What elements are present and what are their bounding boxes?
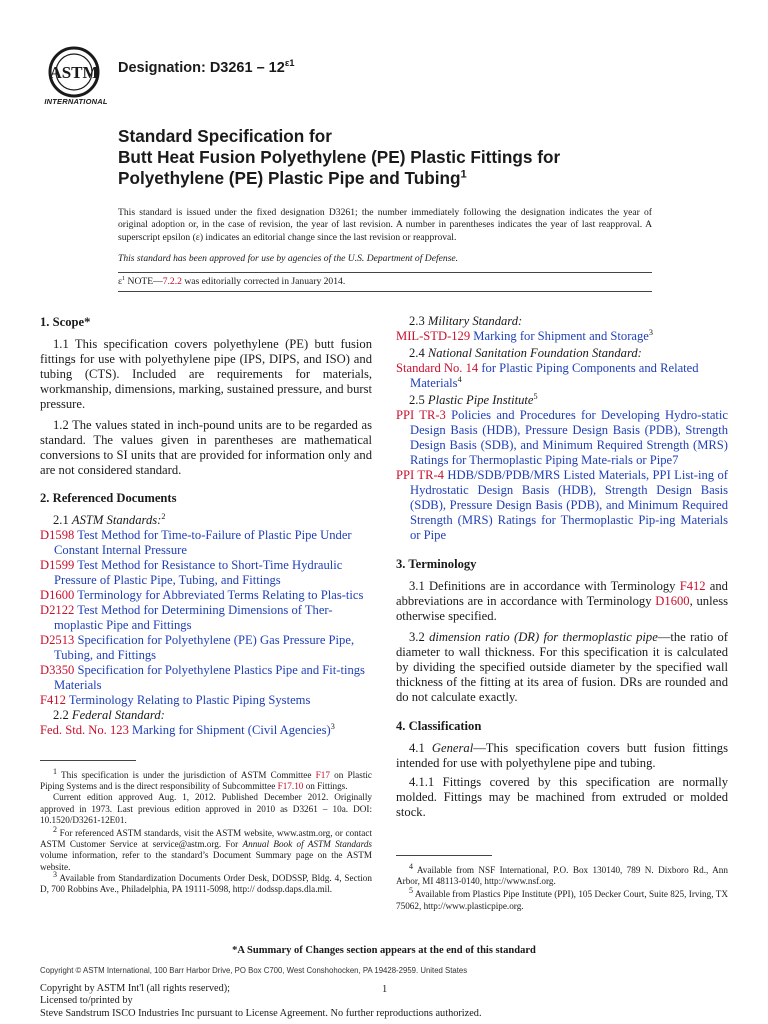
footnotes-left (40, 760, 372, 895)
ref-code[interactable]: MIL-STD-129 (396, 329, 471, 343)
fn2-sup: 2 (53, 824, 57, 834)
ref-code[interactable]: Standard No. 14 (396, 361, 479, 375)
logo-subtext: INTERNATIONAL (44, 97, 108, 106)
term-p1-b: and abbreviations are in accordance with Terminology (396, 579, 728, 608)
fn1-a: This specification is under the jurisdiction of ASTM Committee (57, 770, 316, 780)
fn1-link-f17[interactable]: F17 (315, 770, 330, 780)
ref-title[interactable]: HDB/SDB/PDB/MRS Listed Materials, PPI List-ing of Hydrostatic Design Basis (HDB), Strength Design Basis (SDB), Pressure Design Basis (PDB), and Minimum Required Strength (MRS) Ratings for Thermoplastic Pip-ing Materials or Pipe (410, 468, 728, 542)
fn1-link-f1710[interactable]: F17.10 (277, 781, 304, 792)
intro-rule-bottom (118, 291, 652, 292)
ref-title[interactable]: Test Method for Time-to-Failure of Plastic Pipe Under Constant Internal Pressure (54, 528, 352, 557)
term-link-d1600[interactable]: D1600 (655, 594, 690, 608)
ref-code[interactable]: D3350 (40, 663, 75, 677)
ref-title[interactable]: for Plastic Piping Components and Related Materials (410, 361, 699, 390)
designation-text: Designation: D3261 – 12 (118, 60, 285, 76)
ref-code[interactable]: D2122 (40, 603, 75, 617)
ref-ppi-tr4 (396, 468, 728, 543)
astm-standards-label (40, 513, 372, 528)
footnote-2 (40, 824, 372, 873)
ref-d1598 (40, 528, 372, 558)
military-standard-label (396, 314, 728, 329)
footnote-1 (40, 766, 373, 792)
scope-p1: 1.1 This specification covers polyethylene (PE) butt fusion fittings for use with polyethylene pipe (IPS, DIPS, and ISO) and tubing (CTS). Included are requirements for materials, workmanship, dimensions, marking, sustained pressure, and burst pressure. (40, 337, 372, 411)
term-p2-rest: —the ratio of diameter to wall thickness. For this specification it is calculated by dividing the specified outside diameter by the specified wall thickness of the fitting at its area of fusion. DRs are rounded and do not calculate exactly. (396, 630, 728, 704)
ref-title[interactable]: Test Method for Determining Dimensions of Ther-moplastic Pipe and Fittings (54, 603, 333, 632)
ref-code[interactable]: D1600 (40, 588, 75, 602)
ref-title[interactable]: Terminology Relating to Plastic Piping Systems (65, 693, 311, 707)
page-title (118, 126, 738, 189)
term-p2-num: 3.2 (409, 630, 430, 644)
ppi-num: 2.5 (409, 393, 428, 407)
title-line-3: Polyethylene (PE) Plastic Pipe and Tubing (118, 168, 461, 188)
terminology-p2 (396, 630, 728, 705)
ref-nsf-14 (396, 361, 728, 391)
fn1-c: on Fittings. (303, 781, 348, 792)
approved-statement: This standard has been approved for use by agencies of the U.S. Department of Defense. (118, 252, 459, 264)
ref-f412 (40, 693, 372, 708)
ref-title[interactable]: Specification for Polyethylene (PE) Gas Pressure Pipe, Tubing, and Fittings (54, 633, 355, 662)
federal-label: Federal Standard: (71, 708, 165, 722)
military-num: 2.3 (409, 314, 428, 328)
classification-p2: 4.1.1 Fittings covered by this specification are normally molded. Fittings may be machined from extruded or molded stock. (396, 775, 728, 819)
footnote-rule-right (396, 855, 492, 856)
note-label: NOTE— (125, 275, 163, 287)
editorial-note (118, 276, 652, 288)
ref-mil-std-129 (396, 329, 728, 344)
footnote-rule-left (40, 760, 136, 761)
ref-code[interactable]: PPI TR-4 (396, 468, 444, 482)
license-line-2: Licensed to/printed by (40, 995, 133, 1007)
ref-ppi-tr3 (396, 408, 728, 468)
terminology-p1 (396, 579, 728, 624)
military-sup: 3 (648, 327, 653, 337)
footnote-1-edition: Current edition approved Aug. 1, 2012. Published December 2012. Originally approved in 1973. Last previous edition approved in 2010 as D3261 – 10a. DOI: 10.1520/D3261-12E01. (40, 792, 372, 825)
ref-title[interactable]: Policies and Procedures for Developing Hydro-static Design Basis (HDB), Pressure Design Basis (PDB), Strength Design Basis (SDB), and Minimum Required Strength (MRS) Ratings for Thermoplastic Piping Mate-rials or Pipe7 (410, 408, 728, 467)
ref-d2513 (40, 633, 372, 663)
scope-p2: 1.2 The values stated in inch-pound units are to be regarded as standard. The values given in parentheses are mathematical conversions to SI units that are provided for information only and are not considered standard. (40, 418, 372, 477)
astm-label: ASTM Standards: (71, 513, 162, 527)
fn1-b: on Plastic Piping Systems and is the direct responsibility of Subcommittee (40, 770, 373, 792)
ref-code[interactable]: Fed. Std. No. 123 (40, 723, 129, 737)
note-rest: was editorially corrected in January 2014. (181, 275, 346, 287)
ref-d1600 (40, 588, 372, 603)
title-sup: 1 (460, 168, 467, 181)
license-line-3: Steve Sandstrum ISCO Industries Inc pursuant to License Agreement. No further reproductions authorized. (40, 1007, 482, 1019)
term-p1-c: , unless otherwise specified. (396, 594, 728, 623)
terminology-heading: 3. Terminology (396, 557, 477, 571)
license-block (40, 983, 482, 1020)
nsf-sup: 4 (457, 374, 462, 384)
intro-rule (118, 272, 652, 273)
footnote-5 (396, 886, 728, 911)
scope-heading: 1. Scope* (40, 315, 91, 329)
copyright-line: Copyright © ASTM International, 100 Barr Harbor Drive, PO Box C700, West Conshohocken, PA 19428-2959. United States (40, 966, 468, 975)
ref-fed-std-123 (40, 723, 372, 738)
logo-text: ASTM (49, 63, 99, 82)
fn1-sup: 1 (53, 766, 57, 776)
class-p1-rest: —This specification covers butt fusion fittings intended for use with polyethylene pipe and tubing. (396, 741, 729, 770)
license-line-1: Copyright by ASTM Int'l (all rights reserved); (40, 983, 231, 994)
classification-p1 (396, 741, 728, 771)
left-column (40, 315, 372, 738)
ref-d3350 (40, 663, 372, 693)
designation-sup: ε1 (284, 57, 295, 69)
summary-note: *A Summary of Changes section appears at the end of this standard (232, 945, 536, 956)
federal-standard-label (40, 708, 372, 723)
federal-sup: 3 (330, 721, 335, 731)
issued-statement: This standard is issued under the fixed designation D3261; the number immediately following the designation indicates the year of original adoption or, in the case of revision, the year of last revision. A number in parentheses indicates the year of last reapproval. A superscript epsilon (ε) indicates an editorial change since the last revision or reapproval. (118, 207, 652, 243)
ref-title[interactable]: Test Method for Resistance to Short-Time Hydraulic Pressure of Plastic Pipe, Tubing, and Fittings (54, 558, 343, 587)
note-link[interactable]: 7.2.2 (162, 275, 182, 287)
astm-sup: 2 (161, 511, 166, 521)
ppi-label-text: Plastic Pipe Institute (427, 393, 534, 407)
ref-code[interactable]: D2513 (40, 633, 75, 647)
title-line-1: Standard Specification for (118, 126, 332, 146)
refdocs-heading: 2. Referenced Documents (40, 491, 177, 505)
fn4-sup: 4 (409, 861, 413, 871)
title-line-2: Butt Heat Fusion Polyethylene (PE) Plastic Fittings for (118, 147, 561, 167)
nsf-standard-label (396, 346, 728, 361)
fn2-b: volume information, refer to the standard’s Document Summary page on the ASTM website. (40, 850, 372, 872)
nsf-label: National Sanitation Foundation Standard: (427, 346, 642, 360)
fn4-text: Available from NSF International, P.O. Box 130140, 789 N. Dixboro Rd., Ann Arbor, MI 48113-0140, http://www.nsf.org. (396, 865, 728, 887)
footnote-4 (396, 861, 728, 887)
ref-title[interactable]: Terminology for Abbreviated Terms Relating to Plas-tics (74, 588, 364, 602)
fn2-italic: Annual Book of ASTM Standards (242, 839, 372, 850)
ref-title[interactable]: Specification for Polyethylene Plastics Pipe and Fit-tings Materials (54, 663, 365, 692)
astm-label-num: 2.1 (53, 513, 72, 527)
ref-code[interactable]: D1598 (40, 528, 75, 542)
class-p1-num: 4.1 (409, 741, 432, 755)
term-p2-term: dimension ratio (DR) for thermoplastic pipe (429, 630, 658, 644)
term-p1-a: 3.1 Definitions are in accordance with Terminology (409, 579, 680, 593)
intro-block (118, 207, 652, 292)
ppi-sup: 5 (533, 391, 538, 401)
ref-code[interactable]: PPI TR-3 (396, 408, 446, 422)
ref-title[interactable]: Marking for Shipment and Storage (470, 329, 649, 343)
ref-code[interactable]: F412 (40, 693, 66, 707)
military-label: Military Standard: (427, 314, 523, 328)
classification-heading: 4. Classification (396, 719, 482, 733)
footnotes-right (396, 855, 728, 912)
ref-code[interactable]: D1599 (40, 558, 75, 572)
ref-d2122 (40, 603, 372, 633)
fn2-a: For referenced ASTM standards, visit the ASTM website, www.astm.org, or contact ASTM Customer Service at service@astm.org. For (40, 828, 372, 850)
page-number: 1 (382, 984, 388, 995)
astm-logo (38, 42, 114, 112)
ppi-label (396, 393, 728, 408)
fn3-text: Available from Standardization Documents Order Desk, DODSSP, Bldg. 4, Section D, 700 Robbins Ave., Philadelphia, PA 19111-5098, http:// dodssp.daps.dla.mil. (40, 872, 372, 895)
footnote-3 (40, 869, 372, 895)
note-epsilon: ε (118, 275, 123, 287)
class-p1-term: General (431, 741, 474, 755)
ref-title[interactable]: Marking for Shipment (Civil Agencies) (128, 723, 331, 737)
term-link-f412[interactable]: F412 (679, 579, 706, 593)
designation (118, 57, 295, 76)
fn5-sup: 5 (409, 886, 413, 896)
federal-num: 2.2 (53, 708, 72, 722)
ref-d1599 (40, 558, 372, 588)
fn5-text: Available from Plastics Pipe Institute (PPI), 105 Decker Court, Suite 825, Irving, TX 75062, http://www.plasticpipe.org. (396, 889, 728, 911)
nsf-num: 2.4 (409, 346, 428, 360)
note-sup: 1 (122, 274, 126, 282)
fn3-sup: 3 (53, 869, 57, 879)
right-column (396, 314, 728, 820)
